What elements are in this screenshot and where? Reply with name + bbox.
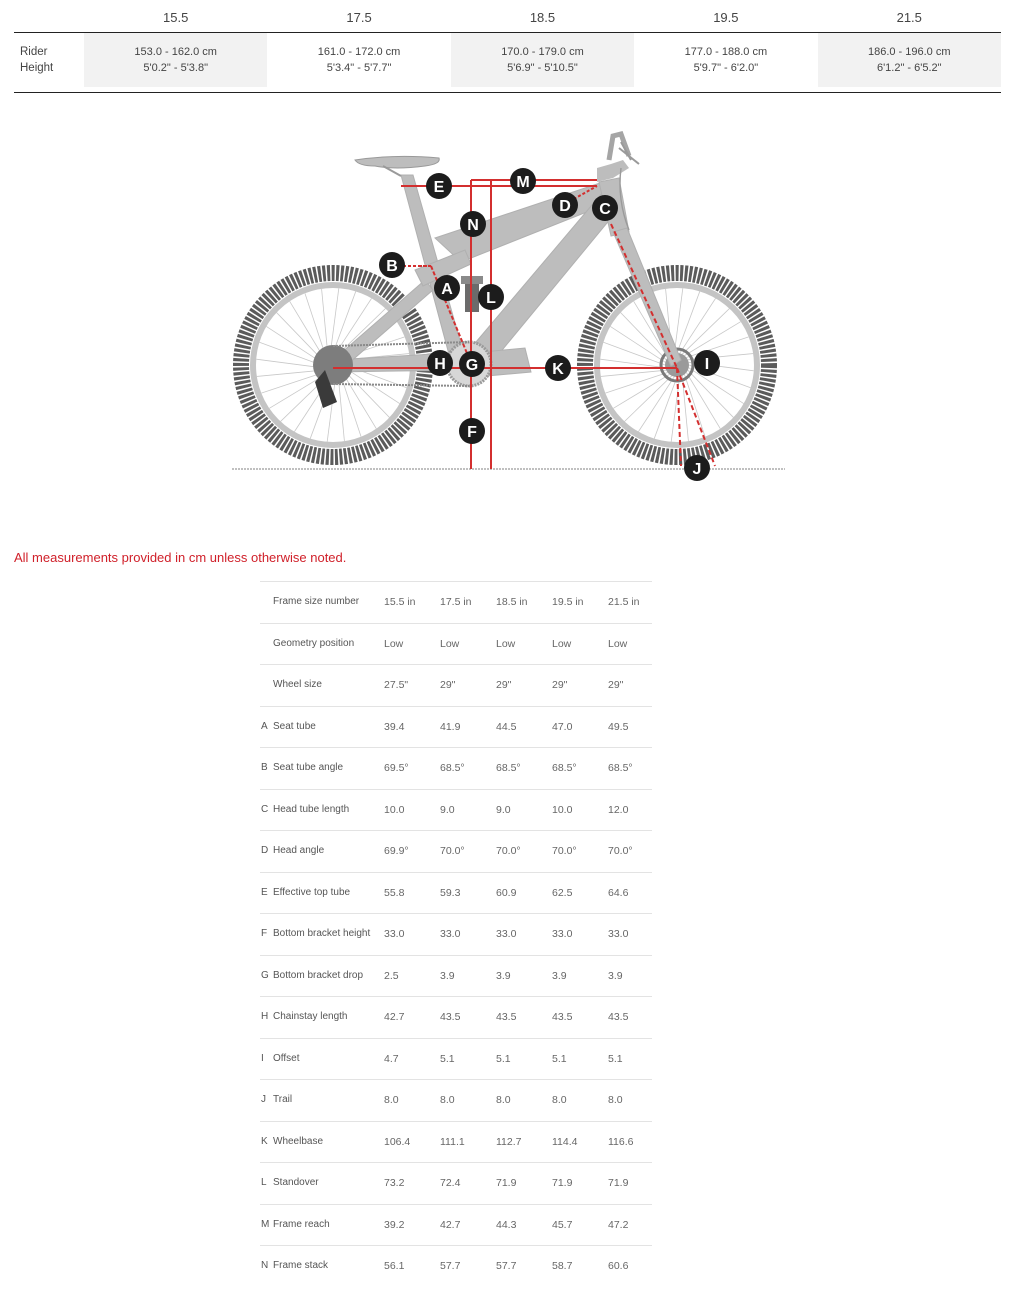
geometry-value: 21.5 in bbox=[608, 596, 640, 608]
svg-text:I: I bbox=[704, 356, 710, 373]
geometry-row bbox=[260, 1121, 652, 1163]
marker-n bbox=[460, 211, 486, 237]
marker-h bbox=[427, 350, 453, 376]
marker-d bbox=[552, 192, 578, 218]
measurement-note: All measurements provided in cm unless otherwise noted. bbox=[14, 550, 347, 565]
geometry-value: 111.1 bbox=[440, 1135, 465, 1148]
geometry-value: 112.7 bbox=[496, 1135, 522, 1148]
geometry-letter: F bbox=[261, 928, 268, 939]
geometry-letter: D bbox=[261, 845, 269, 856]
marker-c bbox=[592, 195, 618, 221]
geometry-value: 3.9 bbox=[496, 969, 511, 982]
geometry-value: 29" bbox=[496, 679, 512, 691]
spoke bbox=[600, 359, 665, 367]
geometry-label: Seat tube bbox=[273, 720, 316, 732]
rider-label-line: Height bbox=[20, 62, 54, 74]
marker-k bbox=[545, 355, 571, 381]
spoke bbox=[338, 376, 344, 441]
geometry-value: 70.0° bbox=[608, 845, 633, 857]
spoke bbox=[277, 313, 323, 360]
geometry-value: 47.0 bbox=[552, 720, 573, 733]
rider-height-label bbox=[20, 44, 53, 76]
size-heading: 17.5 bbox=[346, 10, 372, 25]
spoke bbox=[342, 372, 376, 428]
spoke bbox=[322, 289, 328, 354]
rider-label-line: Rider bbox=[20, 46, 48, 58]
geometry-value: 43.5 bbox=[440, 1011, 461, 1023]
svg-text:F: F bbox=[467, 424, 477, 441]
geometry-value: 5.1 bbox=[608, 1052, 623, 1065]
spoke bbox=[613, 374, 669, 408]
geometry-value: 44.3 bbox=[496, 1218, 517, 1231]
geometry-value: 17.5 in bbox=[440, 596, 472, 608]
geometry-value: 62.5 bbox=[552, 886, 573, 899]
geometry-value: 71.9 bbox=[552, 1177, 573, 1189]
geometry-value: 47.2 bbox=[608, 1218, 629, 1231]
rider-height-row bbox=[84, 33, 1001, 87]
geometry-letter: G bbox=[261, 969, 269, 981]
geometry-value: 8.0 bbox=[440, 1094, 455, 1106]
geometry-letter: A bbox=[261, 720, 268, 732]
marker-i bbox=[694, 350, 720, 376]
geometry-row bbox=[260, 1245, 652, 1287]
marker-a bbox=[434, 275, 460, 301]
geometry-value: 70.0° bbox=[552, 845, 577, 857]
geometry-value: 9.0 bbox=[440, 803, 455, 816]
spoke bbox=[601, 370, 666, 376]
geometry-value: 116.6 bbox=[608, 1135, 634, 1148]
geometry-value: 18.5 in bbox=[496, 596, 528, 608]
geometry-value: 69.9° bbox=[384, 845, 409, 857]
geometry-value: 29" bbox=[552, 679, 568, 691]
geometry-row bbox=[260, 1204, 652, 1246]
geometry-table bbox=[260, 581, 652, 1287]
spoke bbox=[688, 370, 734, 417]
geometry-value: 41.9 bbox=[440, 720, 461, 733]
spoke bbox=[305, 293, 326, 355]
geometry-value: 29" bbox=[608, 679, 624, 691]
svg-text:L: L bbox=[486, 290, 496, 307]
geometry-value: 33.0 bbox=[384, 928, 405, 940]
geometry-value: 8.0 bbox=[384, 1094, 399, 1106]
spoke bbox=[674, 288, 682, 353]
geometry-value: Low bbox=[608, 637, 628, 650]
geometry-value: 12.0 bbox=[608, 803, 629, 816]
geometry-value: 42.7 bbox=[384, 1011, 405, 1023]
spoke bbox=[686, 337, 748, 358]
geometry-value: 33.0 bbox=[440, 928, 461, 940]
geometry-label: Wheel size bbox=[273, 679, 322, 690]
geometry-row bbox=[260, 747, 652, 789]
geometry-label: Bottom bracket height bbox=[273, 928, 371, 939]
geometry-label: Trail bbox=[273, 1094, 293, 1105]
spoke bbox=[257, 370, 322, 376]
size-heading: 19.5 bbox=[713, 10, 739, 25]
geometry-label: Chainstay length bbox=[273, 1011, 348, 1022]
geometry-letter: I bbox=[261, 1052, 264, 1064]
geometry-letter: C bbox=[261, 803, 269, 815]
spoke bbox=[680, 298, 716, 353]
geometry-value: Low bbox=[496, 637, 516, 650]
geometry-value: 9.0 bbox=[496, 803, 511, 816]
geometry-row bbox=[260, 913, 652, 955]
geometry-value: 43.5 bbox=[608, 1011, 629, 1023]
spoke bbox=[684, 322, 740, 356]
marker-b bbox=[379, 252, 405, 278]
geometry-label: Head angle bbox=[273, 845, 325, 856]
spoke bbox=[686, 372, 720, 428]
height-ft: 5'0.2" - 5'3.8" bbox=[143, 62, 208, 74]
geometry-letter: J bbox=[261, 1094, 266, 1105]
geometry-letter: E bbox=[261, 886, 268, 898]
geometry-value: 29" bbox=[440, 679, 456, 691]
geometry-row bbox=[260, 1038, 652, 1080]
geometry-value: 2.5 bbox=[384, 969, 399, 982]
svg-text:B: B bbox=[386, 258, 398, 275]
geometry-value: 4.7 bbox=[384, 1052, 399, 1065]
svg-text:G: G bbox=[465, 357, 479, 374]
rider-height-cell bbox=[818, 33, 1001, 87]
geometry-value: Low bbox=[552, 637, 572, 650]
geometry-row bbox=[260, 664, 652, 706]
height-cm: 177.0 - 188.0 cm bbox=[684, 46, 768, 58]
spoke bbox=[344, 370, 390, 417]
geometry-value: 19.5 in bbox=[552, 596, 584, 608]
size-heading: 21.5 bbox=[896, 10, 922, 25]
geometry-row bbox=[260, 1079, 652, 1121]
geometry-value: 8.0 bbox=[496, 1094, 511, 1106]
geometry-row bbox=[260, 830, 652, 872]
geometry-label: Bottom bracket drop bbox=[273, 969, 364, 981]
geometry-value: 71.9 bbox=[496, 1177, 517, 1189]
spoke bbox=[259, 342, 321, 365]
front-wheel bbox=[585, 273, 769, 457]
geometry-value: 43.5 bbox=[496, 1011, 517, 1023]
height-cm: 170.0 - 179.0 cm bbox=[501, 46, 584, 58]
rider-height-cell bbox=[451, 33, 634, 87]
geometry-value: 106.4 bbox=[384, 1135, 411, 1148]
marker-g bbox=[459, 351, 485, 377]
geometry-letter: B bbox=[261, 762, 268, 773]
geometry-value: 10.0 bbox=[384, 803, 405, 816]
geometry-value: 42.7 bbox=[440, 1218, 461, 1231]
spoke bbox=[266, 326, 321, 362]
svg-text:J: J bbox=[692, 461, 702, 478]
marker-m bbox=[510, 168, 536, 194]
svg-text:N: N bbox=[467, 217, 479, 234]
svg-text:M: M bbox=[516, 174, 530, 191]
height-ft: 6'1.2" - 6'5.2" bbox=[876, 62, 942, 74]
geometry-value: 55.8 bbox=[384, 886, 405, 899]
geometry-value: 39.2 bbox=[384, 1218, 405, 1231]
geometry-label: Standover bbox=[273, 1177, 319, 1188]
geometry-row bbox=[260, 706, 652, 748]
geometry-value: 70.0° bbox=[440, 845, 465, 857]
height-cm: 153.0 - 162.0 cm bbox=[134, 46, 217, 58]
geometry-value: 15.5 in bbox=[384, 596, 416, 608]
geometry-letter: M bbox=[261, 1218, 270, 1230]
geometry-value: 3.9 bbox=[608, 969, 623, 982]
geometry-value: 58.7 bbox=[552, 1260, 573, 1272]
geometry-value: 33.0 bbox=[552, 928, 573, 940]
svg-text:H: H bbox=[434, 356, 446, 373]
geometry-row bbox=[260, 996, 652, 1038]
geometry-label: Seat tube angle bbox=[273, 762, 344, 773]
geometry-value: 68.5° bbox=[608, 762, 633, 774]
spoke bbox=[290, 301, 324, 357]
geometry-value: 5.1 bbox=[440, 1052, 455, 1065]
geometry-row bbox=[260, 872, 652, 914]
geometry-row bbox=[260, 1162, 652, 1204]
spoke bbox=[625, 376, 672, 422]
handlebar bbox=[609, 134, 629, 160]
geometry-letter: L bbox=[261, 1177, 267, 1188]
geometry-value: 59.3 bbox=[440, 886, 461, 899]
geometry-value: 71.9 bbox=[608, 1177, 629, 1189]
bike-geometry-diagram bbox=[225, 120, 795, 490]
geometry-value: 8.0 bbox=[608, 1094, 623, 1106]
rider-size-header bbox=[84, 10, 1001, 28]
geometry-value: 57.7 bbox=[496, 1260, 517, 1272]
geometry-value: 56.1 bbox=[384, 1260, 405, 1272]
geometry-value: 73.2 bbox=[384, 1177, 405, 1189]
geometry-value: 5.1 bbox=[496, 1052, 511, 1065]
spoke bbox=[689, 368, 744, 404]
height-cm: 186.0 - 196.0 cm bbox=[867, 46, 951, 58]
height-ft: 5'9.7" - 6'2.0" bbox=[693, 62, 759, 74]
height-ft: 5'6.9" - 5'10.5" bbox=[507, 62, 578, 74]
geometry-row bbox=[260, 789, 652, 831]
height-ft: 5'3.4" - 5'7.7" bbox=[326, 62, 392, 74]
geometry-letter: K bbox=[261, 1135, 268, 1147]
geometry-value: 60.9 bbox=[496, 886, 517, 899]
geometry-value: 64.6 bbox=[608, 886, 629, 899]
geometry-value: 49.5 bbox=[608, 720, 629, 733]
geometry-label: Frame reach bbox=[273, 1218, 330, 1230]
geometry-value: 8.0 bbox=[552, 1094, 567, 1106]
geometry-label: Offset bbox=[273, 1052, 300, 1064]
geometry-value: 33.0 bbox=[608, 928, 629, 940]
size-heading: 18.5 bbox=[529, 10, 556, 25]
geometry-label: Frame size number bbox=[273, 596, 360, 607]
marker-j bbox=[684, 455, 710, 481]
spoke bbox=[682, 309, 729, 355]
geometry-value: 10.0 bbox=[552, 803, 573, 816]
geometry-value: 44.5 bbox=[496, 720, 517, 733]
geometry-value: 5.1 bbox=[552, 1052, 567, 1065]
spoke bbox=[269, 374, 325, 408]
geometry-letter: N bbox=[261, 1260, 269, 1271]
spoke bbox=[330, 288, 338, 353]
spoke bbox=[605, 372, 667, 393]
marker-e bbox=[426, 173, 452, 199]
svg-text:D: D bbox=[559, 198, 571, 215]
saddle bbox=[355, 156, 439, 168]
rider-height-cell bbox=[84, 33, 267, 87]
geometry-value: 114.4 bbox=[552, 1135, 578, 1148]
svg-text:A: A bbox=[441, 281, 453, 298]
height-cm: 161.0 - 172.0 cm bbox=[317, 46, 401, 58]
geometry-label: Effective top tube bbox=[273, 886, 351, 898]
geometry-label: Head tube length bbox=[273, 803, 350, 815]
svg-text:C: C bbox=[599, 201, 611, 218]
geometry-value: 68.5° bbox=[496, 762, 521, 774]
geometry-row bbox=[260, 955, 652, 997]
geometry-value: 3.9 bbox=[552, 969, 567, 982]
geometry-label: Frame stack bbox=[273, 1260, 329, 1271]
geometry-label: Geometry position bbox=[273, 637, 355, 649]
rider-height-cell bbox=[267, 33, 450, 87]
spoke bbox=[654, 377, 677, 439]
marker-l bbox=[478, 284, 504, 310]
svg-text:K: K bbox=[552, 361, 564, 378]
geometry-value: 33.0 bbox=[496, 928, 517, 940]
geometry-value: Low bbox=[384, 637, 404, 650]
geometry-letter: H bbox=[261, 1011, 269, 1022]
geometry-value: 68.5° bbox=[440, 762, 465, 774]
marker-f bbox=[459, 418, 485, 444]
rider-height-cell bbox=[634, 33, 817, 87]
geometry-value: 43.5 bbox=[552, 1011, 573, 1023]
geometry-value: 72.4 bbox=[440, 1177, 461, 1189]
geometry-value: 27.5" bbox=[384, 679, 409, 691]
svg-text:E: E bbox=[433, 179, 445, 196]
spoke bbox=[684, 374, 705, 436]
spoke bbox=[256, 359, 321, 367]
rider-table-bottom-divider bbox=[14, 92, 1001, 93]
geometry-value: 69.5° bbox=[384, 762, 409, 774]
geometry-value: Low bbox=[440, 637, 460, 650]
spoke bbox=[603, 342, 665, 365]
geometry-value: 60.6 bbox=[608, 1260, 629, 1272]
geometry-label: Wheelbase bbox=[273, 1135, 324, 1147]
geometry-value: 68.5° bbox=[552, 762, 577, 774]
geometry-value: 57.7 bbox=[440, 1260, 461, 1272]
geometry-value: 70.0° bbox=[496, 845, 521, 857]
spoke bbox=[638, 377, 674, 432]
geometry-row bbox=[260, 623, 652, 665]
geometry-value: 45.7 bbox=[552, 1218, 573, 1231]
size-heading: 15.5 bbox=[163, 10, 189, 25]
geometry-row bbox=[260, 581, 652, 623]
spoke bbox=[261, 372, 323, 393]
geometry-value: 39.4 bbox=[384, 720, 405, 733]
spoke bbox=[677, 291, 700, 353]
geometry-value: 3.9 bbox=[440, 969, 455, 982]
